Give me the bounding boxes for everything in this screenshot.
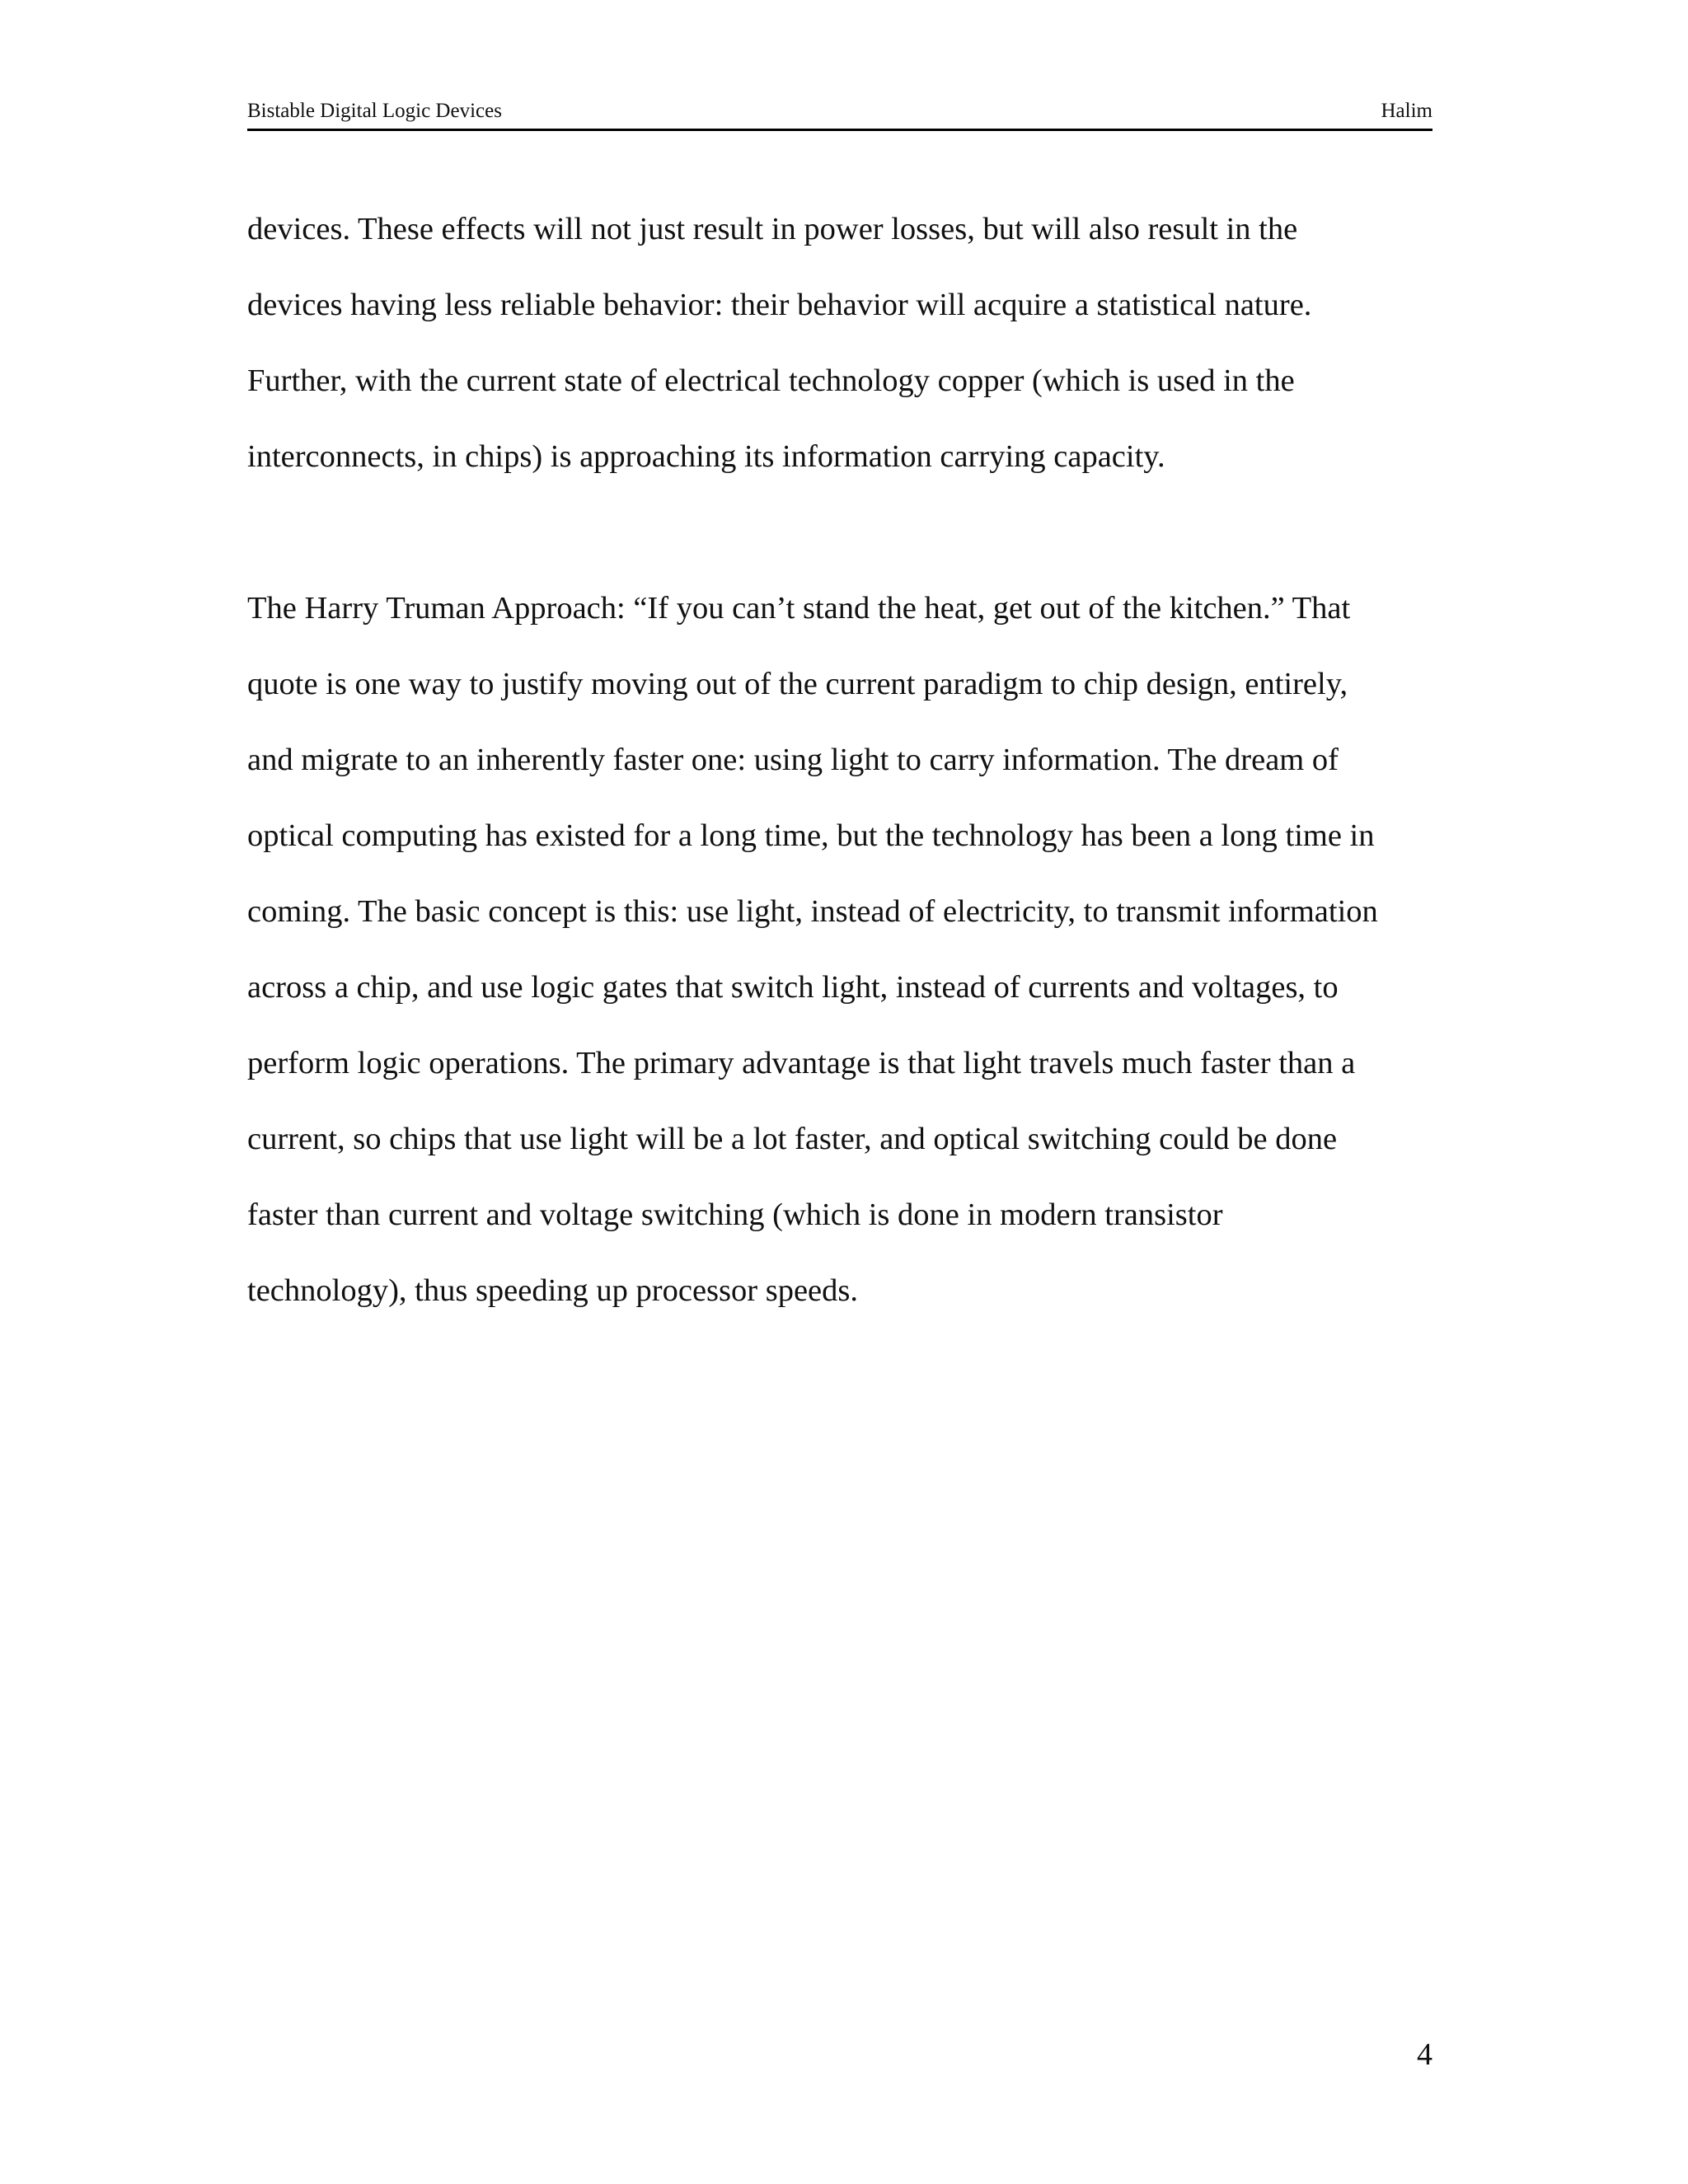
text-line: interconnects, in chips) is approaching its information carrying capacity. xyxy=(247,439,1165,474)
page-number: 4 xyxy=(1417,2037,1432,2072)
paragraph xyxy=(247,191,1434,494)
text-line: The Harry Truman Approach: “If you can’t stand the heat, get out of the kitchen.” That xyxy=(247,591,1351,626)
header-title: Bistable Digital Logic Devices xyxy=(247,100,502,122)
body-text xyxy=(247,191,1434,1329)
text-line: current, so chips that use light will be a lot faster, and optical switching could be done xyxy=(247,1122,1338,1156)
text-line: technology), thus speeding up processor speeds. xyxy=(247,1273,858,1308)
text-line: devices. These effects will not just result in power losses, but will also result in the xyxy=(247,212,1298,246)
text-line: Further, with the current state of electrical technology copper (which is used in the xyxy=(247,363,1295,398)
text-line: and migrate to an inherently faster one: using light to carry information. The dream of xyxy=(247,743,1339,777)
running-header xyxy=(247,97,1432,131)
text-line: coming. The basic concept is this: use light, instead of electricity, to transmit information xyxy=(247,894,1378,929)
text-line: devices having less reliable behavior: their behavior will acquire a statistical nature. xyxy=(247,288,1312,322)
text-line: across a chip, and use logic gates that switch light, instead of currents and voltages, to xyxy=(247,970,1339,1005)
text-line: perform logic operations. The primary advantage is that light travels much faster than a xyxy=(247,1046,1356,1080)
paragraph xyxy=(247,570,1434,1329)
text-line: optical computing has existed for a long time, but the technology has been a long time in xyxy=(247,818,1375,853)
text-line: faster than current and voltage switching (which is done in modern transistor xyxy=(247,1197,1223,1232)
text-line: quote is one way to justify moving out of the current paradigm to chip design, entirely, xyxy=(247,667,1348,701)
header-author: Halim xyxy=(1381,100,1432,122)
